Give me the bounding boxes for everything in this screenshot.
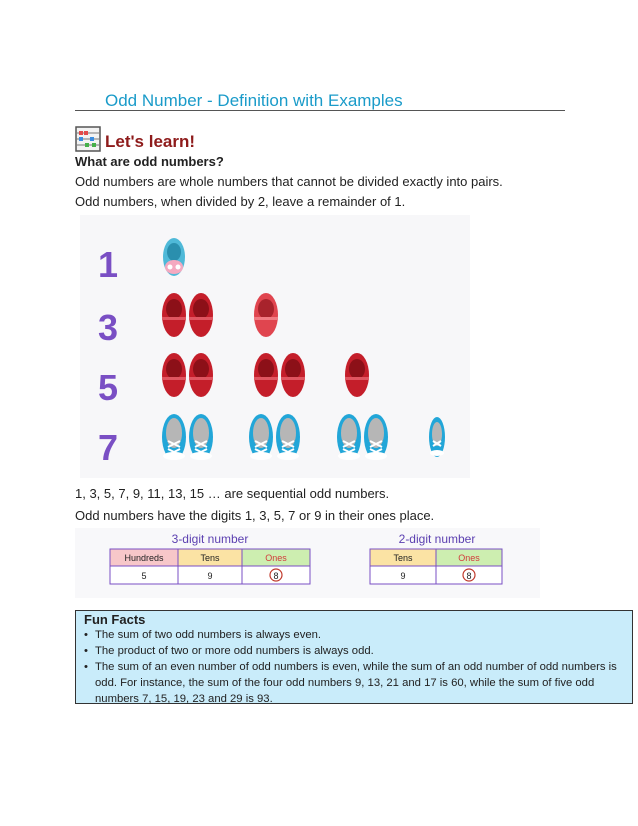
title-divider	[75, 110, 565, 111]
row-five-shoes	[162, 353, 369, 397]
header-tens: Tens	[200, 553, 220, 563]
svg-text:5: 5	[97, 367, 119, 408]
bullet-icon: •	[84, 645, 88, 657]
fun-fact-item	[84, 659, 625, 707]
svg-text:1: 1	[97, 244, 119, 285]
header-hundreds: Hundreds	[124, 553, 164, 563]
question-heading: What are odd numbers?	[75, 154, 224, 169]
row-one-shoes	[163, 238, 185, 276]
value-hundreds: 5	[141, 571, 147, 581]
three-digit-heading: 3-digit number	[171, 532, 249, 546]
number-label-1	[98, 244, 118, 285]
fun-fact-text: The product of two or more odd numbers is always odd.	[95, 645, 374, 657]
value-tens: 9	[207, 571, 213, 581]
three-digit-table	[110, 549, 310, 584]
fun-fact-text: The sum of an even number of odd numbers is even, while the sum of an odd number of odd numbers is odd. For instance, the sum of the four odd numbers 9, 13, 21 and 17 is 60, while the sum of five odd numbers 7, 15, 19, 23 and 29 is 93.	[95, 661, 617, 705]
fun-fact-text: The sum of two odd numbers is always even.	[95, 629, 322, 641]
page-title: Odd Number - Definition with Examples	[105, 91, 403, 110]
value-tens-2: 9	[400, 571, 406, 581]
svg-text:3: 3	[97, 307, 119, 348]
number-label-5	[98, 367, 118, 408]
two-digit-heading: 2-digit number	[398, 532, 476, 546]
abacus-icon	[75, 126, 101, 152]
row-seven-shoes	[162, 414, 445, 460]
place-value-illustration	[75, 528, 540, 598]
header-ones-2: Ones	[458, 553, 480, 563]
fun-fact-item	[84, 627, 625, 643]
header-tens-2: Tens	[393, 553, 413, 563]
fun-facts-title: Fun Facts	[84, 612, 146, 627]
remainder-paragraph: Odd numbers, when divided by 2, leave a remainder of 1.	[75, 194, 406, 209]
bullet-icon: •	[84, 661, 88, 673]
two-digit-table	[370, 549, 502, 584]
row-three-shoes	[162, 293, 278, 337]
number-label-7	[98, 427, 118, 468]
bullet-icon: •	[84, 629, 88, 641]
fun-fact-item	[84, 643, 625, 659]
fun-facts-box	[75, 610, 633, 704]
svg-text:7: 7	[97, 427, 119, 468]
header-ones: Ones	[265, 553, 287, 563]
odd-shoes-illustration	[80, 215, 470, 478]
value-ones-2: 8	[466, 571, 472, 581]
definition-paragraph: Odd numbers are whole numbers that cannot be divided exactly into pairs.	[75, 174, 503, 189]
lets-learn-heading	[75, 120, 195, 152]
number-label-3	[98, 307, 118, 348]
ones-place-paragraph: Odd numbers have the digits 1, 3, 5, 7 or 9 in their ones place.	[75, 508, 435, 523]
lets-learn-label: Let's learn!	[105, 132, 196, 151]
value-ones: 8	[273, 571, 279, 581]
sequence-paragraph: 1, 3, 5, 7, 9, 11, 13, 15 … are sequential odd numbers.	[75, 486, 390, 501]
